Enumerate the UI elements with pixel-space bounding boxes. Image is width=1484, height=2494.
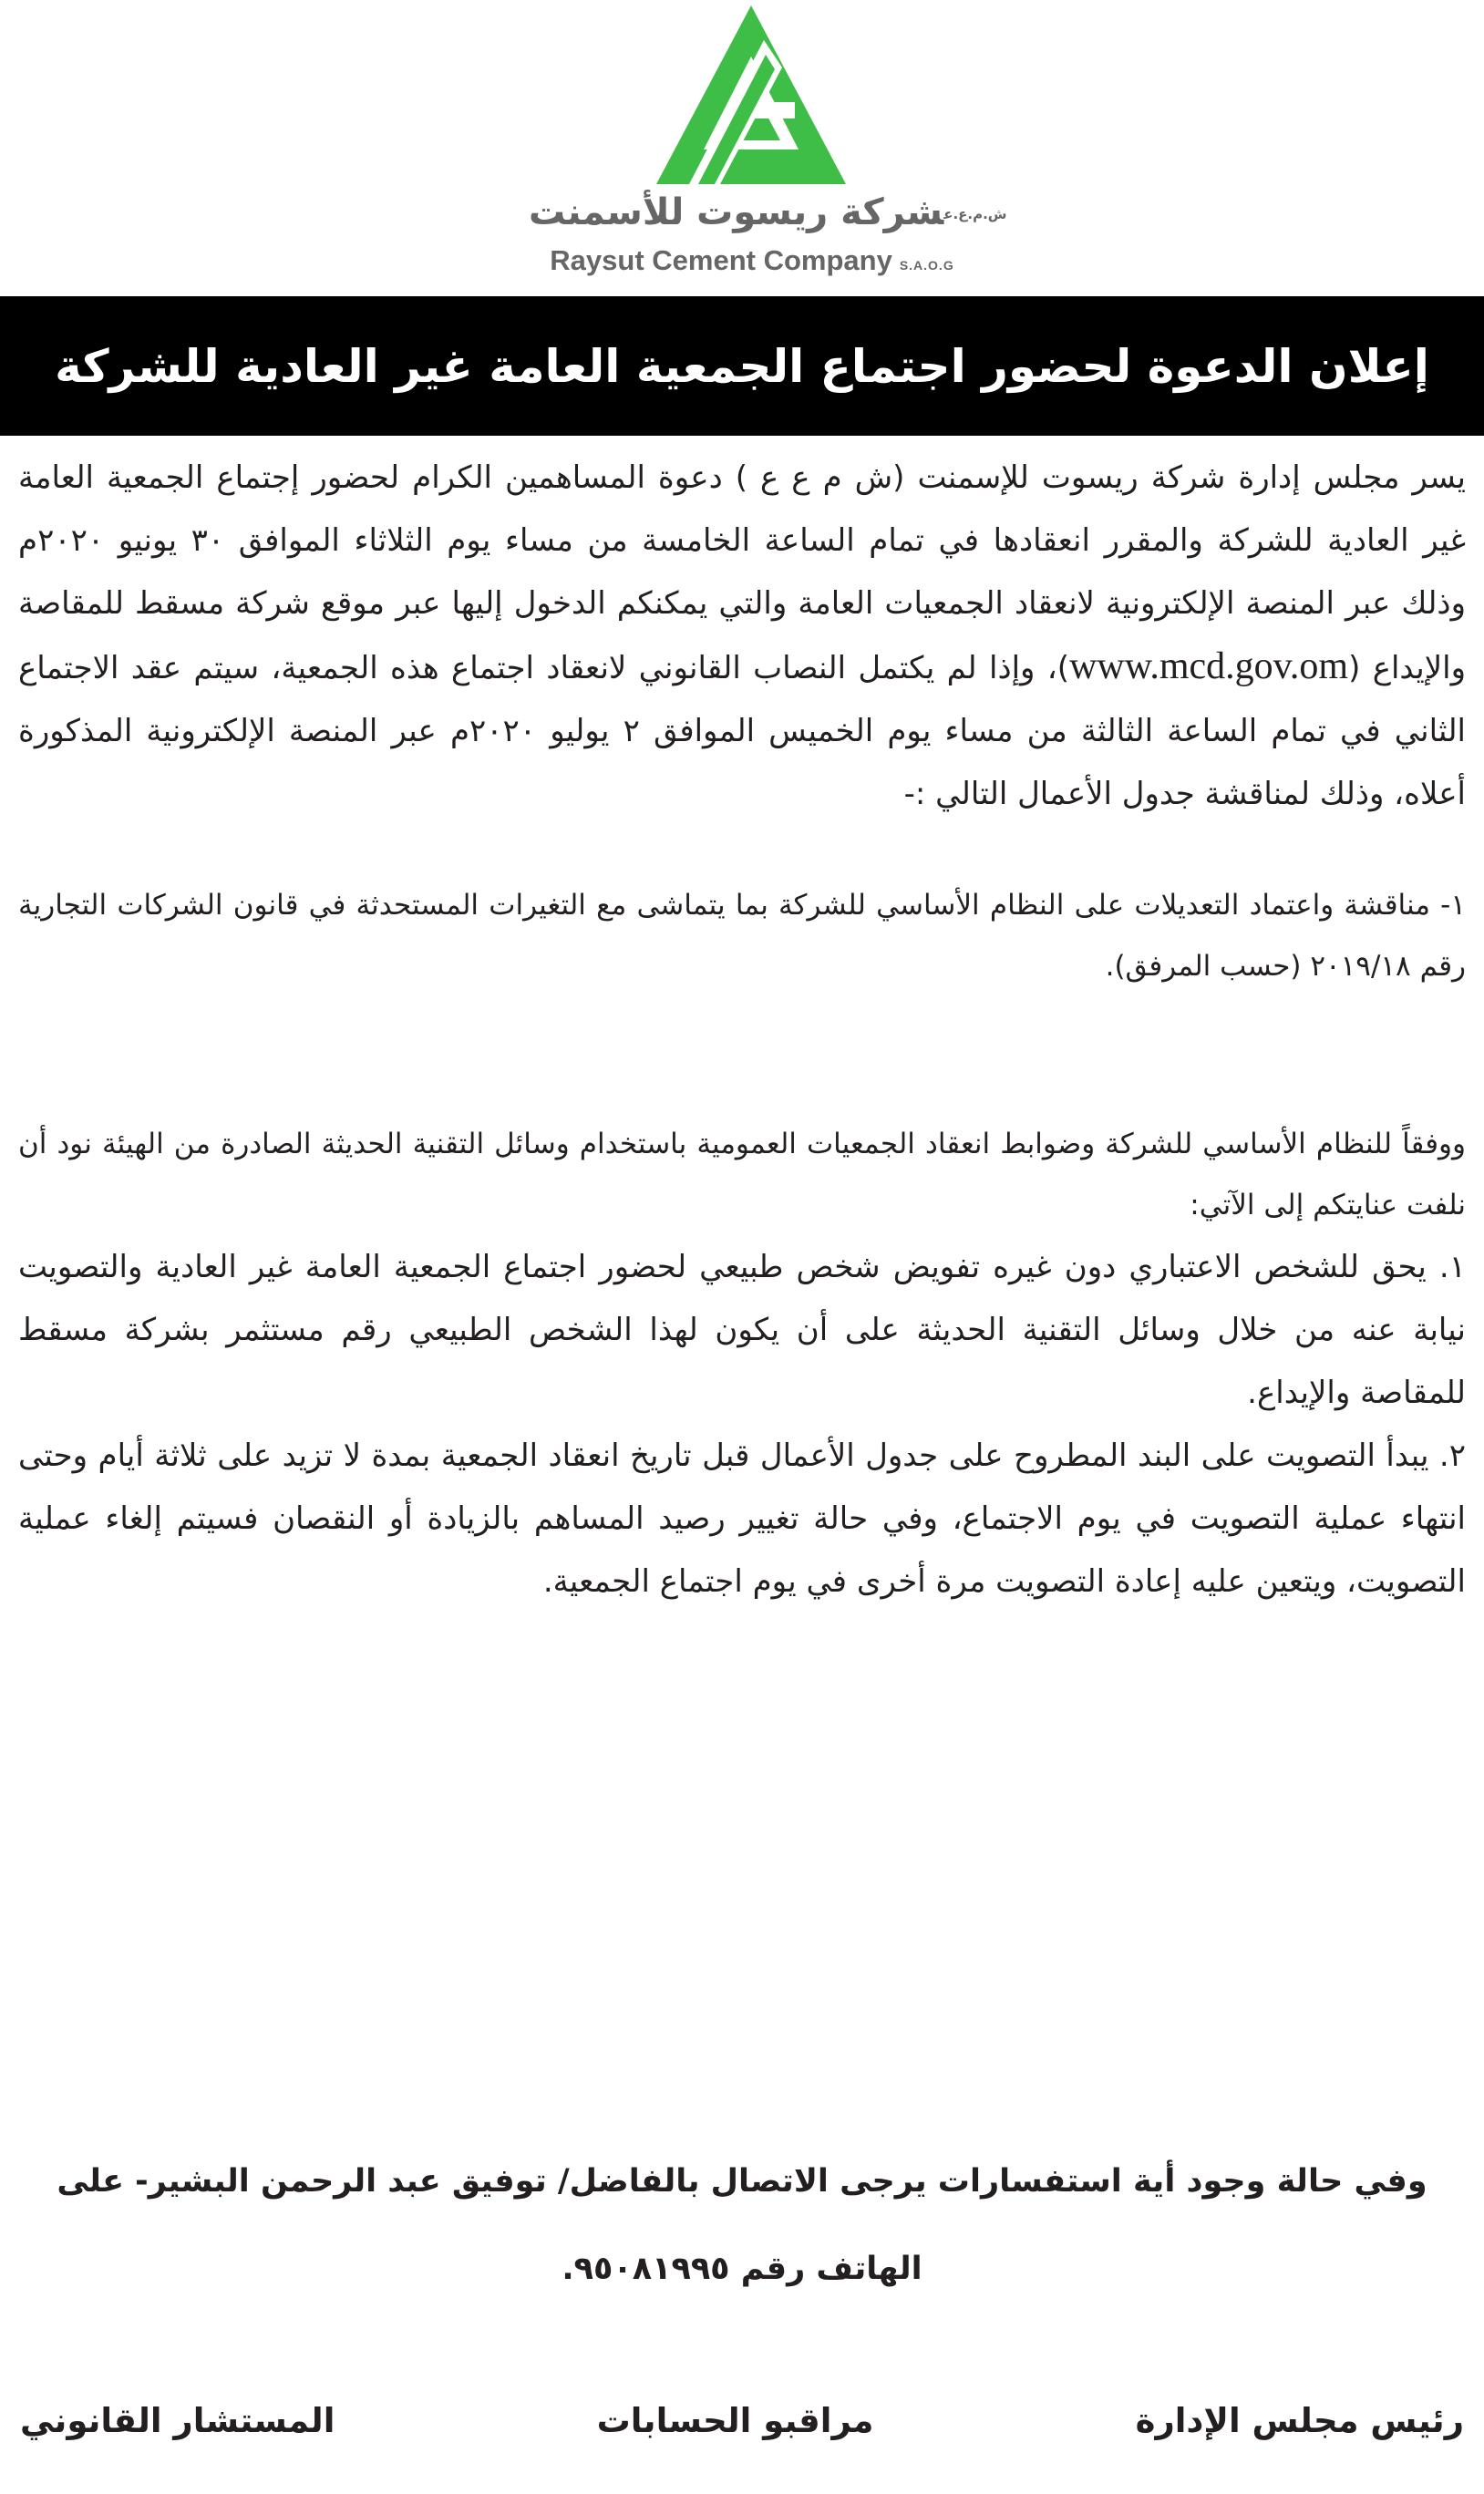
point-2: ٢. يبدأ التصويت على البند المطروح على جدول الأعمال قبل تاريخ انعقاد الجمعية بمدة لا تزيد على ثلاثة أيام وحتى انتهاء عملية التصويت في يوم الاجتماع، وفي حالة تغيير رصيد المساهم بالزيادة أو النقصان فسيتم إلغاء عملية التصويت، ويتعين عليه إعادة التصويت مرة أخرى في يوم اجتماع الجمعية. bbox=[18, 1438, 1466, 1600]
intro-text-1: يسر مجلس إدارة شركة ريسوت للإسمنت (ش م ع ع ) دعوة المساهمين الكرام لحضور إجتماع الجمعية العامة غير العادية للشركة والمقرر انعقادها في تمام الساعة الخامسة من مساء يوم الثلاثاء الموافق ٣٠ يونيو ٢٠٢٠م وذلك عبر المنصة الإلكترونية لانعقاد الجمعيات العامة والتي يمكنكم الدخول إليها عبر موقع شركة مسقط للمقاصة والإيداع ( bbox=[18, 459, 1467, 686]
contact-info: وفي حالة وجود أية استفسارات يرجى الاتصال بالفاضل/ توفيق عبد الرحمن البشير- على الهاتف رقم ٩٥٠٨١٩٩٥. bbox=[57, 2163, 1427, 2287]
announcement-title: إعلان الدعوة لحضور اجتماع الجمعية العامة غير العادية للشركة bbox=[0, 296, 1484, 436]
header-logo bbox=[0, 0, 1484, 296]
point-1: ١. يحق للشخص الاعتباري دون غيره تفويض شخص طبيعي لحضور اجتماع الجمعية العامة غير العادية والتصويت نيابة عنه من خلال وسائل التقنية الحديثة على أن يكون لهذا الشخص الطبيعي رقم مستثمر بشركة مسقط للمقاصة والإيداع. bbox=[18, 1249, 1466, 1411]
company-suffix-arabic: ش.م.ع.ع bbox=[943, 206, 1007, 222]
company-name-arabic bbox=[529, 191, 1007, 246]
company-suffix-english: S.A.O.G bbox=[899, 258, 954, 273]
raysut-logo-icon bbox=[654, 4, 848, 186]
intro-paragraph bbox=[18, 447, 1466, 826]
signature-legal-advisor: المستشار القانوني bbox=[20, 2400, 335, 2440]
signature-auditors: مراقبو الحسابات bbox=[596, 2400, 874, 2440]
website-link[interactable]: www.mcd.gov.om bbox=[1069, 645, 1349, 687]
signature-board-chairman: رئيس مجلس الإدارة bbox=[1135, 2400, 1464, 2440]
company-name-english bbox=[529, 244, 975, 281]
intro-text-2: )، وإذا لم يكتمل النصاب القانوني لانعقاد اجتماع هذه الجمعية، سيتم عقد الاجتماع الثاني في تمام الساعة الثالثة من مساء يوم الخميس الموافق ٢ يوليو ٢٠٢٠م عبر المنصة الإلكترونية المذكورة أعلاه، وذلك لمناقشة جدول الأعمال التالي :- bbox=[18, 650, 1467, 812]
signatures-row bbox=[18, 2384, 1466, 2457]
company-name-ar-text: شركة ريسوت للأسمنت bbox=[529, 191, 944, 233]
company-name-en-text: Raysut Cement Company bbox=[550, 244, 892, 276]
agenda-item: ١- مناقشة واعتماد التعديلات على النظام الأساسي للشركة بما يتماشى مع التغيرات المستحدثة في قانون الشركات التجارية رقم ٢٠١٩/١٨ (حسب المرفق). bbox=[18, 889, 1466, 983]
notice-paragraph: ووفقاً للنظام الأساسي للشركة وضوابط انعقاد الجمعيات العمومية باستخدام وسائل التقنية الحديثة الصادرة من الهيئة نود أن نلفت عنايتكم إلى الآتي: bbox=[18, 1128, 1466, 1221]
announcement-body bbox=[18, 447, 1466, 1613]
